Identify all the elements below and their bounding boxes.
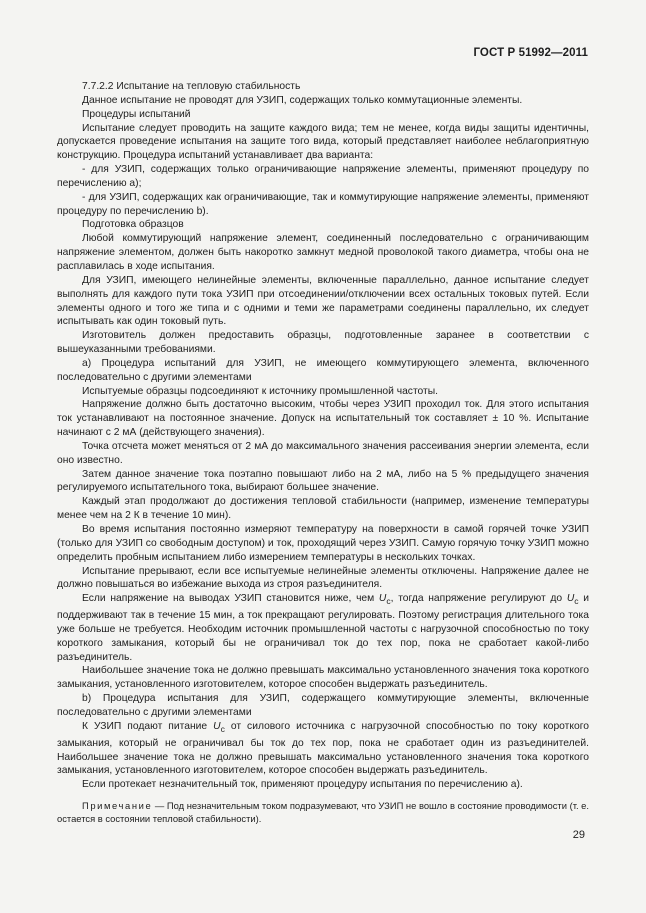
list-item: а) Процедура испытаний для УЗИП, не имеющего коммутирующего элемента, включенного последовательно с другими элементами	[57, 357, 589, 383]
page-number: 29	[572, 829, 585, 841]
paragraph: Во время испытания постоянно измеряют температуру на поверхности в самой горячей точке УЗИП (только для УЗИП со свободным доступом) и ток, проходящий через УЗИП. Самую горячую точку УЗИП можно определить пробным испытанием либо измерением температуры в нескольких точках.	[57, 524, 589, 563]
note	[57, 799, 589, 826]
list-item: - для УЗИП, содержащих только ограничивающие напряжение элементы, применяют процедуру по перечислению а);	[57, 164, 589, 189]
paragraph: Наибольшее значение тока не должно превышать максимально установленного значения тока короткого замыкания, установленного изготовителем, которое способен выдержать разъединитель.	[57, 665, 589, 691]
body-text	[57, 80, 589, 826]
note-text: — Под незначительным током подразумевают, что УЗИП не вошло в состояние проводимости (т. е. остается в состоянии тепловой стабильности).	[57, 800, 589, 825]
paragraph: Любой коммутирующий напряжение элемент, соединенный последовательно с ограничивающим напряжение элементом, должен быть накоротко замкнут медной проволокой такого диаметра, чтобы она не расплавилась в ходе испытания.	[57, 233, 589, 272]
paragraph: Изготовитель должен предоставить образцы, подготовленные заранее в соответствии с вышеуказанными требованиями.	[57, 330, 589, 356]
paragraph: Данное испытание не проводят для УЗИП, содержащих только коммутационные элементы.	[82, 94, 523, 106]
note-label: Примечание	[82, 800, 153, 812]
paragraph: Испытуемые образцы подсоединяют к источнику промышленной частоты.	[82, 385, 439, 397]
paragraph: Для УЗИП, имеющего нелинейные элементы, включенные параллельно, данное испытание следует выполнять для каждого пути тока УЗИП при отсоединении/отключении всех остальных токовых путей. Если элементы одного и того же типа и с одними и теми же параметрами соединены параллельно, их следует испытывать как один токовый путь.	[57, 274, 589, 328]
subheading: Подготовка образцов	[82, 219, 184, 231]
paragraph-uc: Если напряжение на выводах УЗИП становится ниже, чем $U_c$, тогда напряжение регулируют до $U_c$ и поддерживают так в течение 15 мин, а ток прекращают регулировать. Поэтому регистрация длительного тока уже больше не требуется. Необходим источник промышленной частоты с нагрузочной способностью по току короткого замыкания, который бы не ограничивал ток до тех пор, пока не сработает какой-либо разъединитель.	[57, 593, 589, 663]
list-item: b) Процедура испытания для УЗИП, содержащего коммутирующие элементы, включенные последовательно с другими элементами	[57, 693, 589, 719]
subheading: Процедуры испытаний	[82, 108, 191, 120]
paragraph-uc: К УЗИП подают питание $U_c$ от силового источника с нагрузочной способностью по току короткого замыкания, который не ограничивал бы ток до тех пор, пока не сработает один из разъединителей. Наибольшее значение тока не должно превышать максимально установленного значения тока короткого замыкания, установленного изготовителем, которое способен выдержать разъединитель.	[57, 720, 589, 777]
paragraph: Затем данное значение тока поэтапно повышают либо на 2 мА, либо на 5 % предыдущего значения регулируемого испытательного тока, выбирают большее значение.	[57, 468, 589, 494]
document-code: ГОСТ Р 51992—2011	[473, 47, 588, 59]
paragraph: Каждый этап продолжают до достижения тепловой стабильности (например, изменение температуры менее чем на 2 К в течение 10 мин).	[57, 496, 589, 522]
paragraph: Если протекает незначительный ток, применяют процедуру испытания по перечислению а).	[82, 779, 523, 791]
paragraph: Напряжение должно быть достаточно высоким, чтобы через УЗИП проходил ток. Для этого испытания ток устанавливают на постоянное значение. Допуск на испытательный ток составляет ± 10 %. Испытание начинают с 2 мА (действующего значения).	[57, 399, 589, 439]
paragraph: Испытание прерывают, если все испытуемые нелинейные элементы отключены. Напряжение далее не должно повышаться во избежание выхода из строя разъединителя.	[57, 565, 589, 591]
paragraph: Точка отсчета может меняться от 2 мА до максимального значения рассеивания энергии элемента, если оно известно.	[57, 440, 589, 466]
paragraph: Испытание следует проводить на защите каждого вида; тем не менее, когда виды защиты идентичны, допускается проведение испытания на защите того вида, который представляет наиболее неблагоприятную конструкцию. Процедура испытаний устанавливает два варианта:	[57, 122, 589, 162]
section-heading: 7.7.2.2 Испытание на тепловую стабильность	[82, 81, 301, 92]
list-item: - для УЗИП, содержащих как ограничивающие, так и коммутирующие напряжение элементы, применяют процедуру по перечислению b).	[57, 191, 589, 217]
